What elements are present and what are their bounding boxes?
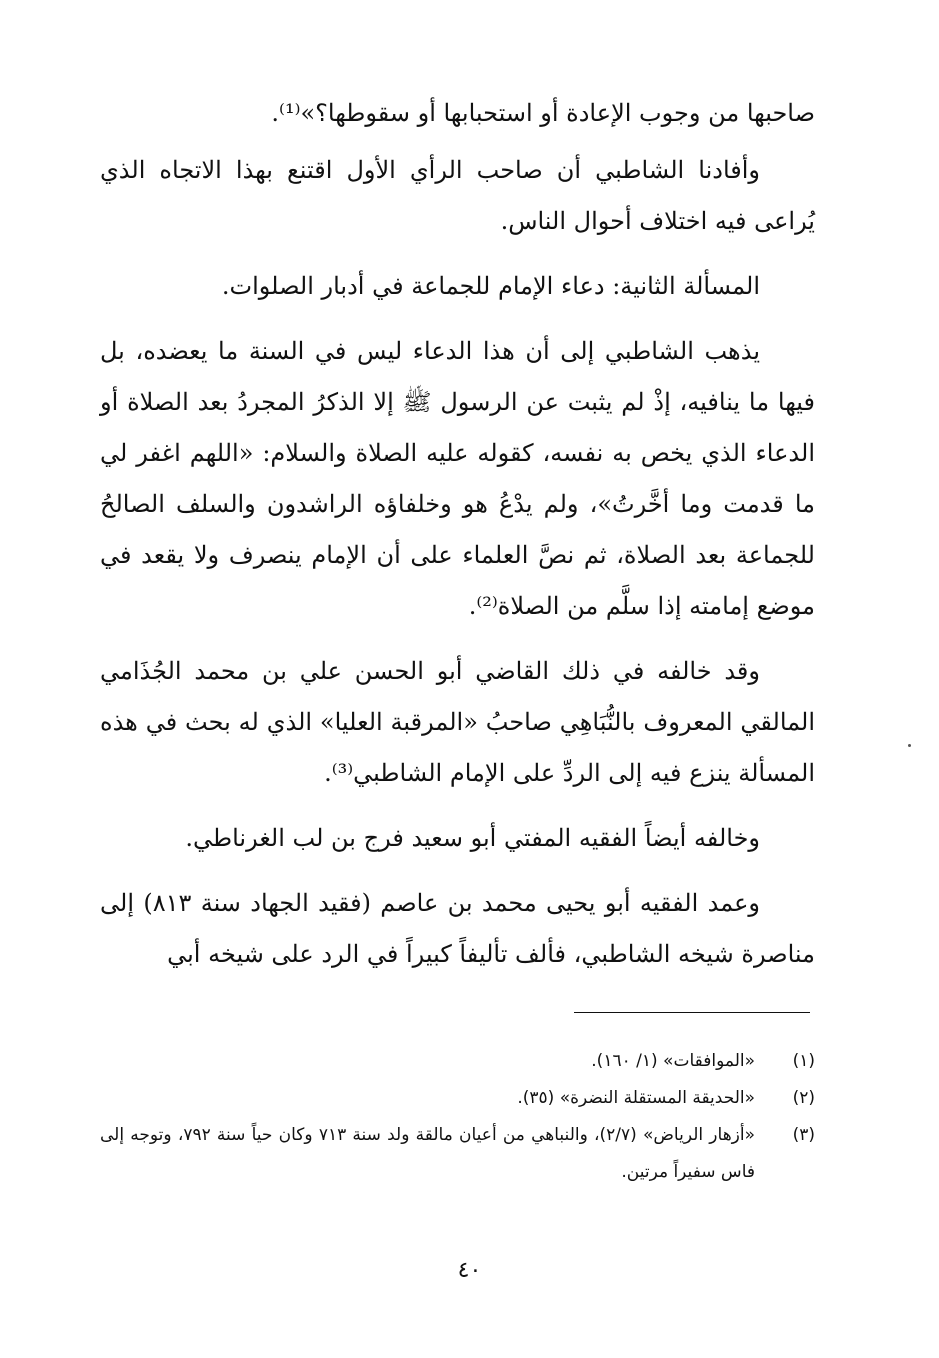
footnote-number: (٢) [792,1088,815,1108]
paragraph-continuation: صاحبها من وجوب الإعادة أو استحبابها أو سقوطها؟»⁽¹⁾. [271,99,815,127]
main-text [100,88,815,994]
footnote [100,1117,815,1191]
footnote-text: «الموافقات» (١/ ١٦٠). [591,1051,755,1071]
paragraph: وقد خالفه في ذلك القاضي أبو الحسن علي بن محمد الجُذَامي المالقي المعروف بالنُّبَاهِي صاحبُ «المرقبة العليا» الذي له بحث في هذه المسألة ينزع فيه إلى الردِّ على الإمام الشاطبي⁽³⁾. [100,657,815,787]
page-number: ٤٠ [457,1258,482,1283]
paragraph: وخالفه أيضاً الفقيه المفتي أبو سعيد فرج بن لب الغرناطي. [185,824,760,852]
footnotes [100,1043,815,1191]
footnote-number: (١) [792,1051,815,1071]
paragraph: يذهب الشاطبي إلى أن هذا الدعاء ليس في السنة ما يعضده، بل فيها ما ينافيه، إذْ لم يثبت عن الرسول ﷺ إلا الذكرُ المجردُ بعد الصلاة أو الدعاء الذي يخص به نفسه، كقوله عليه الصلاة والسلام: «اللهم اغفر لي ما قدمت وما أخَّرتُ»، ولم يدْعُ هو وخلفاؤه الراشدون والسلف الصالحُ للجماعة بعد الصلاة، ثم نصَّ العلماء على أن الإمام ينصرف ولا يقعد في موضع إمامته إذا سلَّم من الصلاة⁽²⁾. [100,337,815,620]
footnote-text: «أزهار الرياض» (٢/٧)، والنباهي من أعيان مالقة ولد سنة ٧١٣ وكان حياً سنة ٧٩٢، وتوجه إلى فاس سفيراً مرتين. [100,1125,755,1182]
section-heading: المسألة الثانية: دعاء الإمام للجماعة في أدبار الصلوات. [221,272,760,300]
paragraph: وعمد الفقيه أبو يحيى محمد بن عاصم (فقيد الجهاد سنة ٨١٣) إلى مناصرة شيخه الشاطبي، فألف تأليفاً كبيراً في الرد على شيخه أبي [100,889,815,968]
footnote-divider [574,1012,810,1013]
scan-speck [908,744,911,747]
footnote-text: «الحديقة المستقلة النضرة» (٣٥). [517,1088,755,1108]
paragraph: وأفادنا الشاطبي أن صاحب الرأي الأول اقتنع بهذا الاتجاه الذي يُراعى فيه اختلاف أحوال الناس. [100,156,815,235]
footnote [100,1080,815,1117]
footnote [100,1043,815,1080]
footnote-number: (٣) [792,1125,815,1145]
